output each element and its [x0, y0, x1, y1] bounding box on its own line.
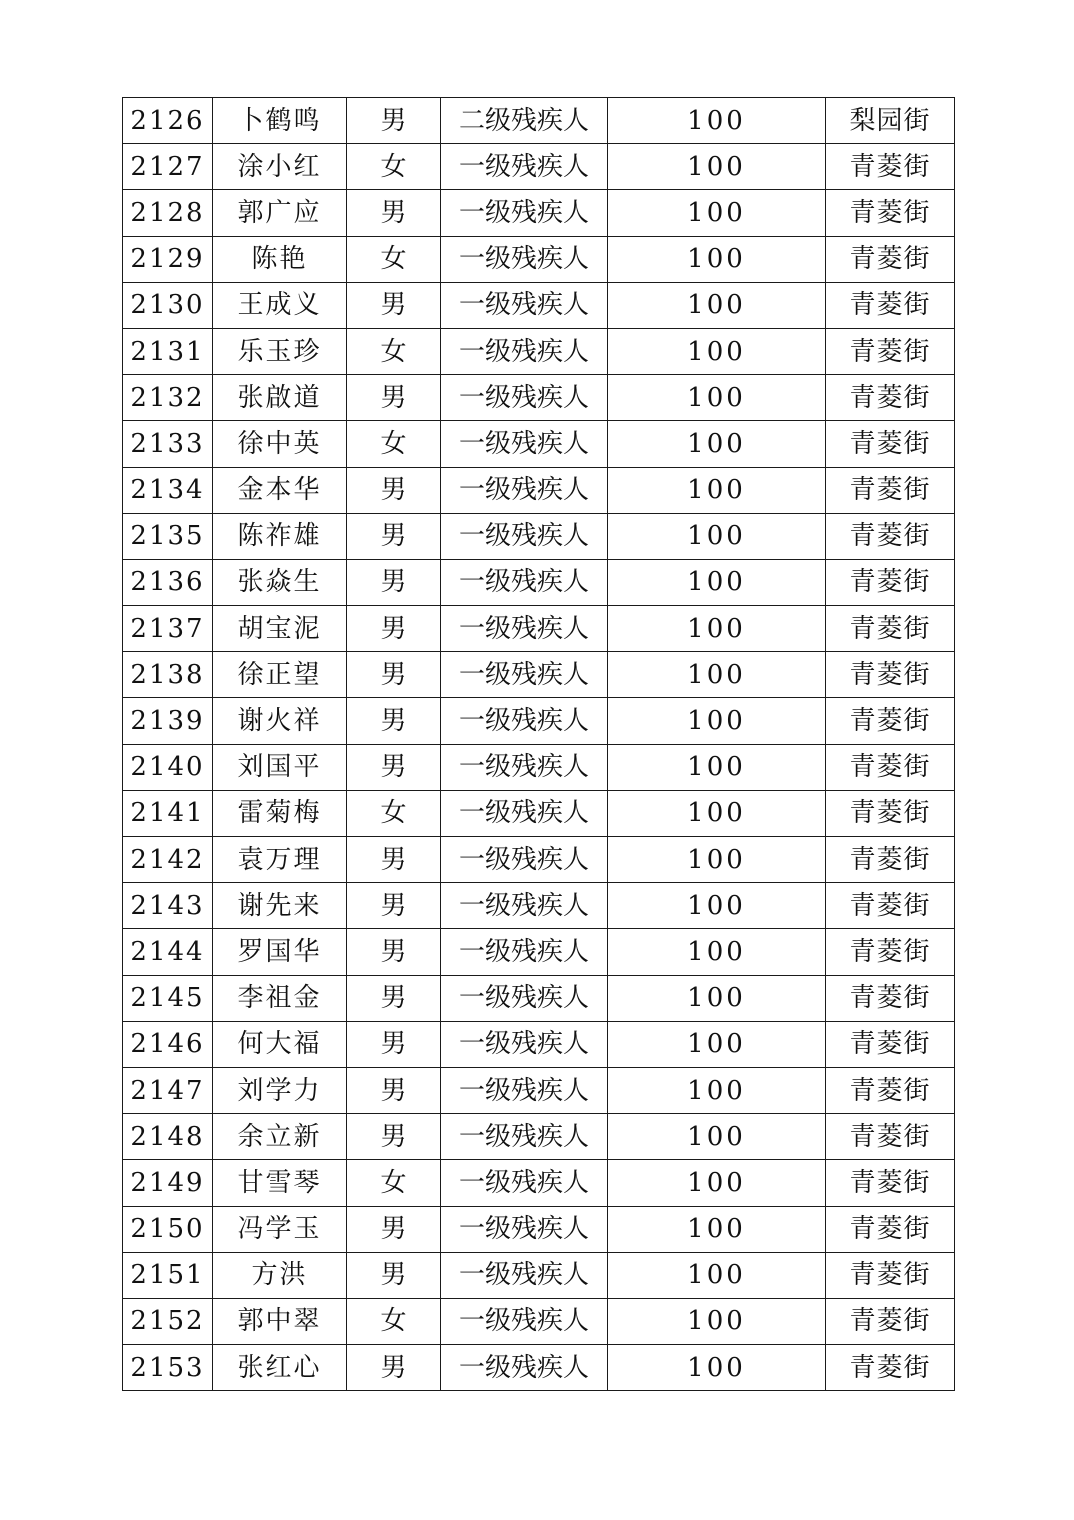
cell-amount: 100 — [608, 837, 826, 883]
cell-gender: 男 — [347, 652, 441, 698]
table-row — [123, 1114, 955, 1160]
table-row — [123, 98, 955, 144]
cell-amount: 100 — [608, 790, 826, 836]
cell-person-name: 谢先来 — [213, 883, 347, 929]
cell-street: 青菱街 — [826, 744, 955, 790]
cell-disability-grade: 一级残疾人 — [441, 421, 608, 467]
cell-street: 青菱街 — [826, 1252, 955, 1298]
cell-gender: 男 — [347, 559, 441, 605]
cell-gender: 男 — [347, 1114, 441, 1160]
cell-amount: 100 — [608, 559, 826, 605]
cell-disability-grade: 一级残疾人 — [441, 1160, 608, 1206]
cell-amount: 100 — [608, 883, 826, 929]
document-page — [122, 97, 950, 1391]
cell-disability-grade: 一级残疾人 — [441, 144, 608, 190]
roster-table-body — [123, 98, 955, 1391]
cell-amount: 100 — [608, 975, 826, 1021]
cell-street: 梨园街 — [826, 98, 955, 144]
cell-person-name: 张焱生 — [213, 559, 347, 605]
cell-disability-grade: 一级残疾人 — [441, 236, 608, 282]
cell-amount: 100 — [608, 467, 826, 513]
table-row — [123, 1160, 955, 1206]
cell-amount: 100 — [608, 328, 826, 374]
cell-gender: 女 — [347, 144, 441, 190]
cell-serial-number: 2146 — [123, 1021, 213, 1067]
cell-amount: 100 — [608, 1067, 826, 1113]
cell-street: 青菱街 — [826, 328, 955, 374]
cell-street: 青菱街 — [826, 421, 955, 467]
table-row — [123, 1021, 955, 1067]
cell-person-name: 徐正望 — [213, 652, 347, 698]
table-row — [123, 559, 955, 605]
table-row — [123, 883, 955, 929]
cell-disability-grade: 一级残疾人 — [441, 1114, 608, 1160]
cell-disability-grade: 一级残疾人 — [441, 1252, 608, 1298]
cell-serial-number: 2134 — [123, 467, 213, 513]
cell-person-name: 张红心 — [213, 1345, 347, 1391]
cell-amount: 100 — [608, 190, 826, 236]
table-row — [123, 1252, 955, 1298]
cell-person-name: 金本华 — [213, 467, 347, 513]
cell-street: 青菱街 — [826, 559, 955, 605]
cell-gender: 男 — [347, 744, 441, 790]
cell-street: 青菱街 — [826, 929, 955, 975]
cell-serial-number: 2128 — [123, 190, 213, 236]
cell-amount: 100 — [608, 606, 826, 652]
cell-street: 青菱街 — [826, 1298, 955, 1344]
cell-serial-number: 2126 — [123, 98, 213, 144]
cell-amount: 100 — [608, 98, 826, 144]
cell-amount: 100 — [608, 1021, 826, 1067]
cell-gender: 男 — [347, 190, 441, 236]
cell-serial-number: 2132 — [123, 375, 213, 421]
cell-gender: 男 — [347, 929, 441, 975]
cell-serial-number: 2145 — [123, 975, 213, 1021]
roster-table — [122, 97, 955, 1391]
cell-person-name: 涂小红 — [213, 144, 347, 190]
cell-disability-grade: 一级残疾人 — [441, 559, 608, 605]
cell-amount: 100 — [608, 1206, 826, 1252]
table-row — [123, 190, 955, 236]
cell-person-name: 卜鹤鸣 — [213, 98, 347, 144]
cell-amount: 100 — [608, 744, 826, 790]
table-row — [123, 375, 955, 421]
cell-gender: 男 — [347, 98, 441, 144]
cell-gender: 男 — [347, 883, 441, 929]
cell-street: 青菱街 — [826, 1160, 955, 1206]
cell-amount: 100 — [608, 421, 826, 467]
cell-street: 青菱街 — [826, 606, 955, 652]
cell-serial-number: 2130 — [123, 282, 213, 328]
cell-serial-number: 2152 — [123, 1298, 213, 1344]
cell-street: 青菱街 — [826, 1067, 955, 1113]
cell-amount: 100 — [608, 1252, 826, 1298]
cell-serial-number: 2140 — [123, 744, 213, 790]
cell-amount: 100 — [608, 1298, 826, 1344]
cell-serial-number: 2139 — [123, 698, 213, 744]
cell-disability-grade: 一级残疾人 — [441, 790, 608, 836]
cell-street: 青菱街 — [826, 190, 955, 236]
table-row — [123, 698, 955, 744]
table-row — [123, 929, 955, 975]
cell-serial-number: 2147 — [123, 1067, 213, 1113]
cell-gender: 女 — [347, 236, 441, 282]
table-row — [123, 1345, 955, 1391]
table-row — [123, 744, 955, 790]
cell-person-name: 雷菊梅 — [213, 790, 347, 836]
cell-amount: 100 — [608, 513, 826, 559]
cell-street: 青菱街 — [826, 1021, 955, 1067]
cell-amount: 100 — [608, 375, 826, 421]
cell-person-name: 徐中英 — [213, 421, 347, 467]
cell-amount: 100 — [608, 236, 826, 282]
cell-gender: 男 — [347, 1252, 441, 1298]
cell-gender: 男 — [347, 606, 441, 652]
table-row — [123, 606, 955, 652]
cell-serial-number: 2135 — [123, 513, 213, 559]
table-row — [123, 282, 955, 328]
table-row — [123, 790, 955, 836]
table-row — [123, 421, 955, 467]
cell-serial-number: 2131 — [123, 328, 213, 374]
cell-street: 青菱街 — [826, 236, 955, 282]
table-row — [123, 1067, 955, 1113]
cell-serial-number: 2129 — [123, 236, 213, 282]
cell-gender: 女 — [347, 790, 441, 836]
cell-person-name: 郭中翠 — [213, 1298, 347, 1344]
cell-amount: 100 — [608, 1114, 826, 1160]
cell-person-name: 陈祚雄 — [213, 513, 347, 559]
cell-gender: 女 — [347, 1298, 441, 1344]
cell-serial-number: 2153 — [123, 1345, 213, 1391]
cell-street: 青菱街 — [826, 698, 955, 744]
cell-gender: 男 — [347, 975, 441, 1021]
table-row — [123, 144, 955, 190]
cell-street: 青菱街 — [826, 1114, 955, 1160]
cell-street: 青菱街 — [826, 883, 955, 929]
cell-person-name: 方洪 — [213, 1252, 347, 1298]
cell-disability-grade: 一级残疾人 — [441, 190, 608, 236]
cell-person-name: 谢火祥 — [213, 698, 347, 744]
table-row — [123, 652, 955, 698]
cell-disability-grade: 一级残疾人 — [441, 1021, 608, 1067]
cell-person-name: 甘雪琴 — [213, 1160, 347, 1206]
cell-amount: 100 — [608, 1160, 826, 1206]
cell-person-name: 陈艳 — [213, 236, 347, 282]
cell-serial-number: 2142 — [123, 837, 213, 883]
cell-disability-grade: 一级残疾人 — [441, 744, 608, 790]
cell-serial-number: 2149 — [123, 1160, 213, 1206]
cell-serial-number: 2127 — [123, 144, 213, 190]
cell-person-name: 何大福 — [213, 1021, 347, 1067]
table-row — [123, 975, 955, 1021]
cell-disability-grade: 一级残疾人 — [441, 375, 608, 421]
cell-street: 青菱街 — [826, 513, 955, 559]
cell-person-name: 刘学力 — [213, 1067, 347, 1113]
cell-street: 青菱街 — [826, 652, 955, 698]
cell-gender: 女 — [347, 421, 441, 467]
cell-street: 青菱街 — [826, 144, 955, 190]
cell-amount: 100 — [608, 929, 826, 975]
table-row — [123, 513, 955, 559]
cell-disability-grade: 一级残疾人 — [441, 328, 608, 374]
cell-person-name: 乐玉珍 — [213, 328, 347, 374]
table-row — [123, 1298, 955, 1344]
cell-person-name: 刘国平 — [213, 744, 347, 790]
cell-gender: 男 — [347, 1021, 441, 1067]
cell-serial-number: 2137 — [123, 606, 213, 652]
table-row — [123, 467, 955, 513]
cell-street: 青菱街 — [826, 790, 955, 836]
cell-amount: 100 — [608, 144, 826, 190]
cell-disability-grade: 一级残疾人 — [441, 698, 608, 744]
cell-person-name: 余立新 — [213, 1114, 347, 1160]
cell-person-name: 张啟道 — [213, 375, 347, 421]
cell-amount: 100 — [608, 282, 826, 328]
cell-disability-grade: 一级残疾人 — [441, 883, 608, 929]
table-row — [123, 236, 955, 282]
cell-disability-grade: 一级残疾人 — [441, 606, 608, 652]
cell-disability-grade: 一级残疾人 — [441, 1345, 608, 1391]
cell-disability-grade: 一级残疾人 — [441, 1298, 608, 1344]
cell-disability-grade: 一级残疾人 — [441, 282, 608, 328]
cell-street: 青菱街 — [826, 975, 955, 1021]
cell-gender: 男 — [347, 467, 441, 513]
cell-person-name: 郭广应 — [213, 190, 347, 236]
cell-serial-number: 2138 — [123, 652, 213, 698]
cell-amount: 100 — [608, 652, 826, 698]
cell-gender: 女 — [347, 1160, 441, 1206]
cell-disability-grade: 一级残疾人 — [441, 513, 608, 559]
cell-gender: 男 — [347, 1067, 441, 1113]
cell-gender: 男 — [347, 375, 441, 421]
cell-amount: 100 — [608, 698, 826, 744]
cell-gender: 男 — [347, 513, 441, 559]
cell-serial-number: 2143 — [123, 883, 213, 929]
cell-serial-number: 2148 — [123, 1114, 213, 1160]
cell-gender: 女 — [347, 328, 441, 374]
cell-person-name: 袁万理 — [213, 837, 347, 883]
table-row — [123, 1206, 955, 1252]
cell-serial-number: 2141 — [123, 790, 213, 836]
cell-street: 青菱街 — [826, 375, 955, 421]
cell-street: 青菱街 — [826, 467, 955, 513]
cell-person-name: 李祖金 — [213, 975, 347, 1021]
cell-serial-number: 2144 — [123, 929, 213, 975]
cell-disability-grade: 二级残疾人 — [441, 98, 608, 144]
cell-street: 青菱街 — [826, 282, 955, 328]
cell-disability-grade: 一级残疾人 — [441, 929, 608, 975]
cell-person-name: 王成义 — [213, 282, 347, 328]
cell-disability-grade: 一级残疾人 — [441, 652, 608, 698]
cell-person-name: 冯学玉 — [213, 1206, 347, 1252]
table-row — [123, 837, 955, 883]
cell-street: 青菱街 — [826, 1206, 955, 1252]
cell-serial-number: 2133 — [123, 421, 213, 467]
cell-gender: 男 — [347, 837, 441, 883]
cell-disability-grade: 一级残疾人 — [441, 1206, 608, 1252]
cell-gender: 男 — [347, 282, 441, 328]
cell-serial-number: 2136 — [123, 559, 213, 605]
table-row — [123, 328, 955, 374]
cell-amount: 100 — [608, 1345, 826, 1391]
cell-disability-grade: 一级残疾人 — [441, 975, 608, 1021]
cell-street: 青菱街 — [826, 837, 955, 883]
cell-serial-number: 2150 — [123, 1206, 213, 1252]
cell-person-name: 罗国华 — [213, 929, 347, 975]
cell-disability-grade: 一级残疾人 — [441, 1067, 608, 1113]
cell-street: 青菱街 — [826, 1345, 955, 1391]
cell-disability-grade: 一级残疾人 — [441, 837, 608, 883]
cell-gender: 男 — [347, 1206, 441, 1252]
cell-gender: 男 — [347, 1345, 441, 1391]
cell-serial-number: 2151 — [123, 1252, 213, 1298]
cell-disability-grade: 一级残疾人 — [441, 467, 608, 513]
cell-person-name: 胡宝泥 — [213, 606, 347, 652]
cell-gender: 男 — [347, 698, 441, 744]
